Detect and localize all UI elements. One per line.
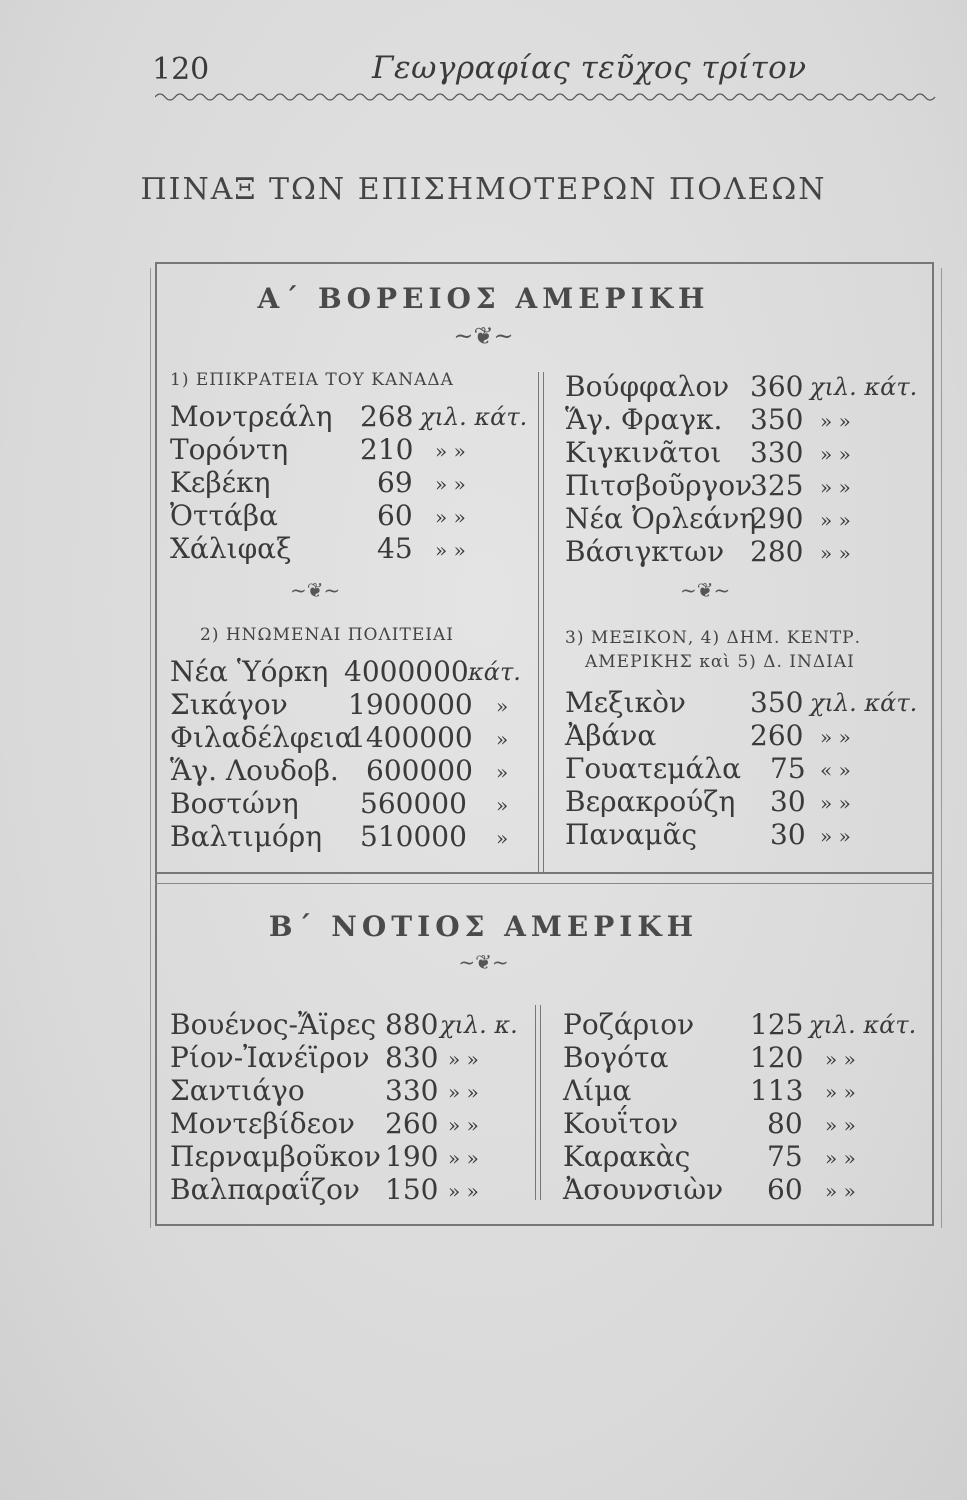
population: 4000000 — [344, 655, 469, 688]
population: 560000 — [360, 787, 467, 820]
population: 290 — [750, 502, 804, 535]
right-ornament: ~❦~ — [680, 578, 731, 602]
city-name: Μεξικὸν — [565, 686, 686, 719]
unit: » » — [820, 791, 851, 815]
section-b-ornament: ~❦~ — [458, 950, 509, 974]
population: 350 — [750, 403, 804, 436]
city-name: Βαλπαραΐζον — [170, 1173, 360, 1206]
unit: » — [496, 793, 509, 817]
population: 210 — [360, 433, 414, 466]
city-name: Βουένος-Ἄϊρες — [170, 1008, 377, 1041]
population: 325 — [750, 469, 804, 502]
population: 330 — [385, 1074, 439, 1107]
population: 120 — [750, 1041, 804, 1074]
table-title: ΠΙΝΑΞ ΤΩΝ ΕΠΙΣΗΜΟΤΕΡΩΝ ΠΟΛΕΩΝ — [140, 172, 827, 207]
population: 600000 — [366, 754, 473, 787]
unit: » — [496, 727, 509, 751]
unit: » » — [448, 1080, 479, 1104]
unit: » » — [825, 1080, 856, 1104]
city-name: Χάλιφαξ — [170, 532, 292, 565]
population: 75 — [767, 1140, 803, 1173]
unit: χιλ. κάτ. — [810, 689, 918, 717]
city-name: Ὀττάβα — [170, 499, 278, 532]
population: 350 — [750, 686, 804, 719]
unit: » » — [820, 508, 851, 532]
population: 330 — [750, 436, 804, 469]
section-divider — [155, 872, 934, 884]
population: 510000 — [360, 820, 467, 853]
unit: » » — [820, 824, 851, 848]
city-name: Βαλτιμόρη — [170, 820, 322, 853]
city-name: Ἅγ. Λουδοβ. — [170, 754, 339, 787]
unit: χιλ. κάτ. — [809, 1011, 917, 1039]
population: 260 — [750, 719, 804, 752]
unit: » » — [435, 472, 466, 496]
population: 190 — [385, 1140, 439, 1173]
unit: » » — [435, 505, 466, 529]
city-name: Σικάγον — [170, 688, 288, 721]
city-name: Μοντεβίδεον — [170, 1107, 355, 1140]
mexico-heading-line1: 3) ΜΕΞΙΚΟΝ, 4) ΔΗΜ. ΚΕΝΤΡ. — [565, 628, 861, 648]
unit: χιλ. κ. — [440, 1011, 518, 1039]
unit: » » — [820, 409, 851, 433]
unit: κάτ. — [468, 658, 521, 686]
mexico-heading-line2: ΑΜΕΡΙΚΗΣ καὶ 5) Δ. ΙΝΔΙΑΙ — [585, 652, 855, 672]
city-name: Βούφφαλον — [565, 370, 730, 403]
population: 69 — [377, 466, 413, 499]
section-a-heading: Α΄ ΒΟΡΕΙΟΣ ΑΜΕΡΙΚΗ — [257, 282, 710, 315]
unit: » » — [448, 1146, 479, 1170]
unit: » » — [820, 475, 851, 499]
unit: » » — [435, 538, 466, 562]
city-name: Βογότα — [563, 1041, 669, 1074]
city-name: Γουατεμάλα — [565, 752, 741, 785]
population: 30 — [770, 818, 806, 851]
population: 125 — [750, 1008, 804, 1041]
population: 880 — [385, 1008, 439, 1041]
city-name: Νέα Ὀρλεάνη — [565, 502, 757, 535]
unit: » » — [820, 442, 851, 466]
population: 1400000 — [348, 721, 473, 754]
section-a-ornament: ~❦~ — [453, 322, 514, 350]
unit: » » — [825, 1179, 856, 1203]
city-name: Βάσιγκτων — [565, 535, 725, 568]
unit: » » — [825, 1113, 856, 1137]
city-name: Λίμα — [563, 1074, 632, 1107]
unit: » » — [820, 725, 851, 749]
city-name: Πιτσβοῦργον — [565, 469, 753, 502]
city-name: Ἀσουνσιὼν — [563, 1173, 724, 1206]
usa-heading: 2) ΗΝΩΜΕΝΑΙ ΠΟΛΙΤΕΙΑΙ — [200, 625, 454, 645]
population: 1900000 — [348, 688, 473, 721]
city-name: Φιλαδέλφεια — [170, 721, 354, 754]
city-name: Τορόντη — [170, 433, 289, 466]
city-name: Περναμβοῦκον — [170, 1140, 381, 1173]
population: 268 — [360, 400, 414, 433]
unit: » » — [825, 1047, 856, 1071]
city-name: Βερακρούζη — [565, 785, 736, 818]
population: 280 — [750, 535, 804, 568]
unit: » » — [820, 541, 851, 565]
city-name: Ροζάριον — [563, 1008, 695, 1041]
population: 260 — [385, 1107, 439, 1140]
city-name: Καρακὰς — [563, 1140, 691, 1173]
unit: » — [496, 694, 509, 718]
unit: « » — [820, 758, 851, 782]
city-name: Ρίον-Ἰανέϊρον — [170, 1041, 370, 1074]
population: 60 — [767, 1173, 803, 1206]
population: 60 — [377, 499, 413, 532]
unit: χιλ. κάτ. — [810, 373, 918, 401]
column-rule-b — [535, 1005, 541, 1200]
city-name: Ἅγ. Φραγκ. — [565, 403, 723, 436]
population: 30 — [770, 785, 806, 818]
city-name: Ἀβάνα — [565, 719, 657, 752]
population: 830 — [385, 1041, 439, 1074]
unit: » » — [448, 1113, 479, 1137]
unit: » — [496, 760, 509, 784]
population: 113 — [750, 1074, 804, 1107]
canada-heading: 1) ΕΠΙΚΡΑΤΕΙΑ ΤΟΥ ΚΑΝΑΔΑ — [170, 370, 454, 390]
city-name: Μοντρεάλη — [170, 400, 333, 433]
canada-ornament: ~❦~ — [290, 578, 341, 602]
population: 45 — [377, 532, 413, 565]
city-name: Νέα Ὑόρκη — [170, 655, 329, 688]
unit: » — [496, 826, 509, 850]
unit: » » — [448, 1179, 479, 1203]
unit: χιλ. κάτ. — [420, 403, 528, 431]
city-name: Βοστώνη — [170, 787, 299, 820]
wavy-rule-ornament — [155, 90, 940, 104]
unit: » » — [825, 1146, 856, 1170]
page-number: 120 — [152, 52, 210, 87]
city-name: Κιγκινᾶτοι — [565, 436, 722, 469]
population: 75 — [770, 752, 806, 785]
section-b-heading: Β΄ ΝΟΤΙΟΣ ΑΜΕΡΙΚΗ — [268, 910, 699, 943]
unit: » » — [448, 1047, 479, 1071]
population: 360 — [750, 370, 804, 403]
city-name: Κεβέκη — [170, 466, 271, 499]
running-title: Γεωγραφίας τεῦχος τρίτον — [372, 50, 807, 86]
column-rule-a — [538, 372, 544, 872]
city-name: Παναμᾶς — [565, 818, 698, 851]
population: 150 — [385, 1173, 439, 1206]
unit: » » — [435, 439, 466, 463]
population: 80 — [767, 1107, 803, 1140]
city-name: Κουΐτον — [563, 1107, 679, 1140]
city-name: Σαντιάγο — [170, 1074, 305, 1107]
